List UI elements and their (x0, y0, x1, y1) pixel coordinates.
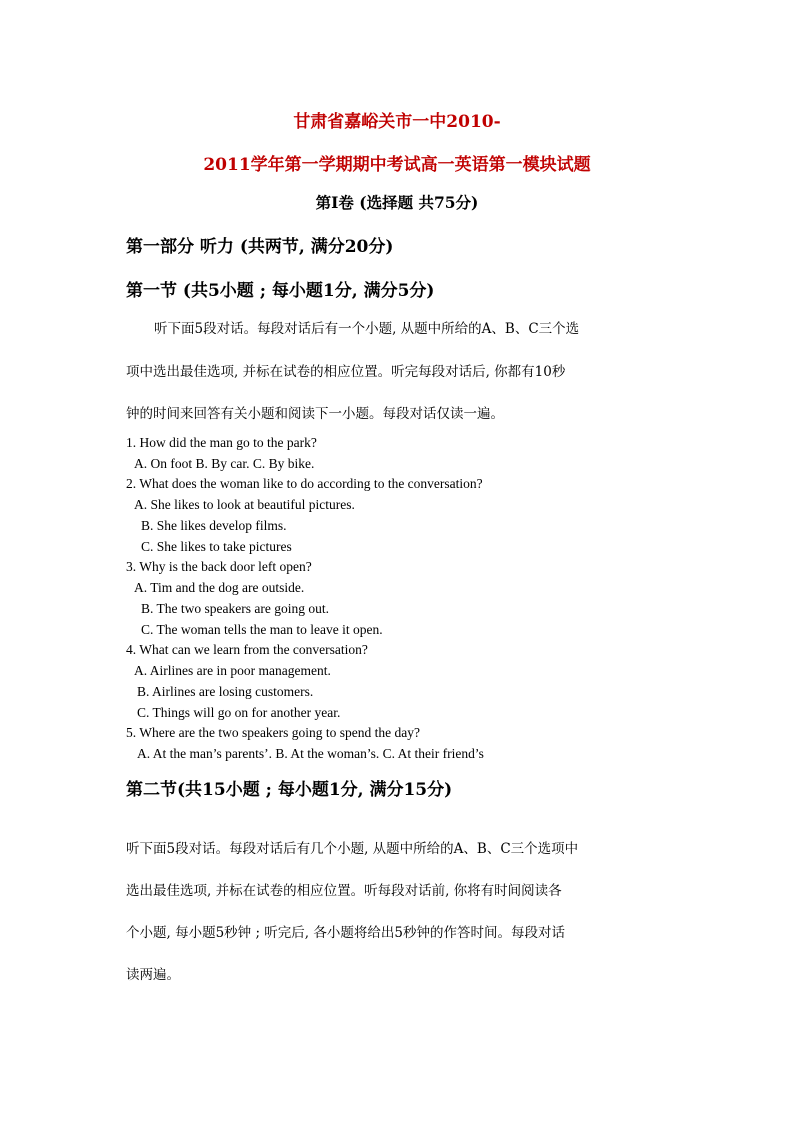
question-5-stem: 5. Where are the two speakers going to spend the day? (126, 725, 421, 740)
section1-instruction-line1: 听下面5段对话。每段对话后有一个小题, 从题中所给的A、B、C三个选 (154, 321, 580, 337)
question-1-stem: 1. How did the man go to the park? (126, 435, 317, 450)
section1-heading: 第一节 (共5小题 ; 每小题1分, 满分5分) (126, 281, 435, 301)
question-3-option-a: A. Tim and the dog are outside. (134, 580, 305, 595)
part1-heading: 第一部分 听力 (共两节, 满分20分) (126, 237, 394, 257)
question-4-option-a: A. Airlines are in poor management. (134, 663, 331, 678)
question-2-option-c: C. She likes to take pictures (141, 539, 292, 554)
volume-heading: 第I卷 (选择题 共75分) (315, 193, 479, 212)
section1-instruction-line2: 项中选出最佳选项, 并标在试卷的相应位置。听完每段对话后, 你都有10秒 (126, 364, 566, 380)
question-4-stem: 4. What can we learn from the conversation? (126, 642, 368, 657)
question-4-option-c: C. Things will go on for another year. (137, 705, 341, 720)
question-4-option-b: B. Airlines are losing customers. (137, 684, 314, 699)
question-2-stem: 2. What does the woman like to do according to the conversation? (126, 476, 483, 491)
section2-instruction-line1: 听下面5段对话。每段对话后有几个小题, 从题中所给的A、B、C三个选项中 (126, 841, 579, 857)
question-1-options: A. On foot B. By car. C. By bike. (134, 456, 315, 471)
section2-instruction-line4: 读两遍。 (126, 967, 180, 983)
question-2-option-a: A. She likes to look at beautiful pictures. (134, 497, 355, 512)
exam-title-line2: 2011学年第一学期期中考试高一英语第一模块试题 (203, 155, 591, 175)
question-2-option-b: B. She likes develop films. (141, 518, 287, 533)
section1-instruction-line3: 钟的时间来回答有关小题和阅读下一小题。每段对话仅读一遍。 (126, 406, 504, 422)
question-5-options: A. At the man’s parents’. B. At the woman’s. C. At their friend’s (137, 746, 484, 761)
section2-instruction-line3: 个小题, 每小题5秒钟 ; 听完后, 各小题将给出5秒钟的作答时间。每段对话 (126, 925, 565, 941)
section2-instruction-line2: 选出最佳选项, 并标在试卷的相应位置。听每段对话前, 你将有时间阅读各 (126, 883, 562, 899)
question-3-option-b: B. The two speakers are going out. (141, 601, 329, 616)
question-3-option-c: C. The woman tells the man to leave it open. (141, 622, 383, 637)
question-3-stem: 3. Why is the back door left open? (126, 559, 312, 574)
exam-title-line1: 甘肃省嘉峪关市一中2010- (293, 112, 501, 132)
section2-heading: 第二节(共15小题 ; 每小题1分, 满分15分) (126, 780, 453, 800)
